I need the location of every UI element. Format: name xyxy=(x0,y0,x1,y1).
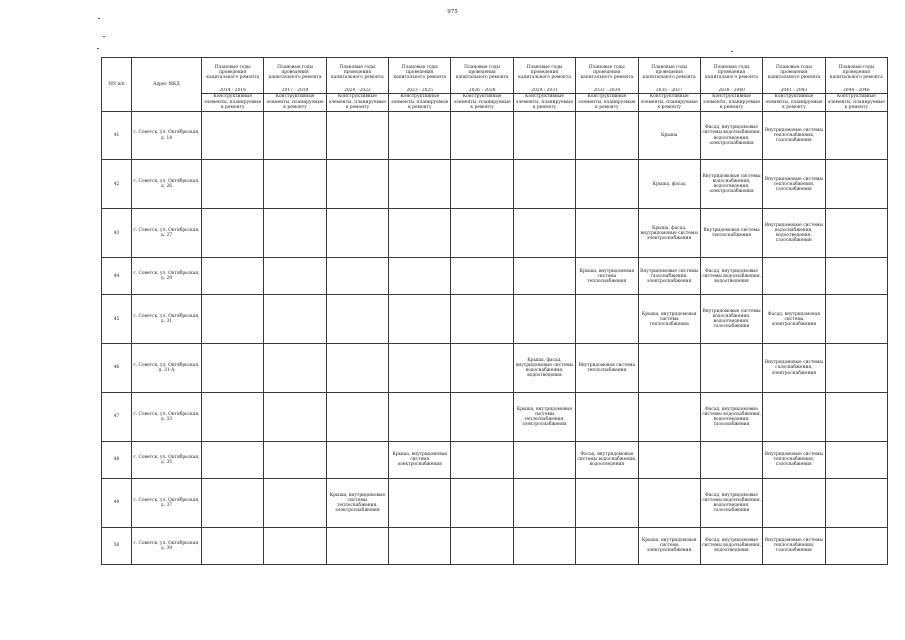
scan-speck xyxy=(97,48,99,49)
table-row xyxy=(102,160,888,209)
repair-cell xyxy=(326,160,388,209)
row-number: 49 xyxy=(102,478,132,527)
header-elements-subtitle: Конструктивные элементы, планируемые к ремонту xyxy=(451,93,513,111)
repair-cell xyxy=(513,527,575,564)
repair-cell xyxy=(202,258,264,295)
repair-cell xyxy=(202,209,264,258)
repair-cell xyxy=(264,209,326,258)
header-period-years: 2020 - 2022 xyxy=(326,88,388,94)
repair-cell xyxy=(825,527,887,564)
scan-speck xyxy=(103,36,105,37)
scan-speck xyxy=(98,18,100,19)
repair-cell xyxy=(638,441,700,478)
header-period-title: Плановые годы проведения капитального ремонта xyxy=(576,58,638,88)
header-elements-subtitle: Конструктивные элементы, планируемые к ремонту xyxy=(700,93,762,111)
repair-cell xyxy=(264,478,326,527)
repair-cell: Крыша, внутридомовая система электроснабжения xyxy=(389,441,451,478)
header-period-years: 2044 - 2046 xyxy=(825,88,887,94)
row-address: г. Советск, ул. Октябрьская, д. 33 xyxy=(132,392,202,441)
row-address: г. Советск, ул. Октябрьская, д. 27 xyxy=(132,209,202,258)
repair-cell xyxy=(451,295,513,344)
table-row xyxy=(102,441,888,478)
row-address: г. Советск, ул. Октябрьская, д. 14 xyxy=(132,111,202,160)
repair-cell xyxy=(264,441,326,478)
table-row xyxy=(102,478,888,527)
repair-cell xyxy=(513,160,575,209)
header-period-years: 2041 - 2043 xyxy=(763,88,825,94)
repair-cell xyxy=(202,478,264,527)
repair-cell xyxy=(513,258,575,295)
header-period-title: Плановые годы проведения капитального ремонта xyxy=(326,58,388,88)
repair-cell: Крыша, внутридомовые системы теплоснабжения, электроснабжения xyxy=(326,478,388,527)
table-row xyxy=(102,295,888,344)
row-number: 47 xyxy=(102,392,132,441)
header-period-years: 2017 - 2019 xyxy=(264,88,326,94)
repair-cell xyxy=(513,295,575,344)
header-elements-subtitle: Конструктивные элементы, планируемые к ремонту xyxy=(389,93,451,111)
repair-cell xyxy=(264,295,326,344)
repair-cell xyxy=(638,344,700,393)
header-period-years: 2026 - 2028 xyxy=(451,88,513,94)
table-row xyxy=(102,392,888,441)
repair-cell xyxy=(513,478,575,527)
repair-cell xyxy=(202,392,264,441)
row-address: г. Советск, ул. Октябрьская, д. 37 xyxy=(132,478,202,527)
header-period-title: Плановые годы проведения капитального ремонта xyxy=(451,58,513,88)
repair-cell: Крыша xyxy=(638,111,700,160)
repair-cell: Крыша, фасад, внутридомовые системы электроснабжения xyxy=(638,209,700,258)
repair-cell xyxy=(202,160,264,209)
repair-cell xyxy=(389,527,451,564)
header-period-years: 2014 - 2016 xyxy=(202,88,264,94)
repair-cell xyxy=(825,344,887,393)
repair-cell xyxy=(451,441,513,478)
repair-cell: Фасад, внутридомовые системы водоснабжения, водоотведения, электроснабжения xyxy=(700,111,762,160)
header-period-title: Плановые годы проведения капитального ремонта xyxy=(638,58,700,88)
repair-cell xyxy=(451,111,513,160)
repair-cell xyxy=(202,111,264,160)
table-row xyxy=(102,111,888,160)
repair-cell xyxy=(202,527,264,564)
header-elements-subtitle: Конструктивные элементы, планируемые к ремонту xyxy=(326,93,388,111)
row-address: г. Советск, ул. Октябрьская, д. 29 xyxy=(132,258,202,295)
row-address: г. Советск, ул. Октябрьская, д. 35 xyxy=(132,441,202,478)
repair-cell: Внутридомовые системы газоснабжения, электроснабжения xyxy=(638,258,700,295)
repair-cell xyxy=(513,111,575,160)
repair-cell xyxy=(763,392,825,441)
repair-cell xyxy=(451,209,513,258)
repair-cell xyxy=(202,344,264,393)
repair-cell xyxy=(825,478,887,527)
repair-cell: Фасад, внутридомовые системы водоснабжения, водоотведения xyxy=(576,441,638,478)
header-elements-subtitle: Конструктивные элементы, планируемые к ремонту xyxy=(202,93,264,111)
repair-cell xyxy=(763,258,825,295)
repair-cell xyxy=(513,209,575,258)
row-address: г. Советск, ул. Октябрьская, д. 26 xyxy=(132,160,202,209)
repair-cell xyxy=(202,295,264,344)
row-address: г. Советск, ул. Октябрьская, д. 31 xyxy=(132,295,202,344)
table-row xyxy=(102,209,888,258)
repair-cell xyxy=(576,527,638,564)
table-row xyxy=(102,527,888,564)
repair-cell xyxy=(389,392,451,441)
header-period-title: Плановые годы проведения капитального ремонта xyxy=(389,58,451,88)
table-row xyxy=(102,344,888,393)
repair-cell xyxy=(389,295,451,344)
repair-cell: Фасад, внутридомовые системы водоснабжения, водоотведения xyxy=(700,527,762,564)
repair-schedule-table xyxy=(101,57,888,565)
row-number: 43 xyxy=(102,209,132,258)
repair-cell xyxy=(451,344,513,393)
header-period-title: Плановые годы проведения капитального ремонта xyxy=(264,58,326,88)
page-number: 975 xyxy=(447,9,458,15)
repair-cell: Внутридомовые системы теплоснабжения, газоснабжения xyxy=(763,111,825,160)
repair-cell xyxy=(264,258,326,295)
header-elements-subtitle: Конструктивные элементы, планируемые к ремонту xyxy=(763,93,825,111)
repair-cell xyxy=(576,392,638,441)
repair-cell xyxy=(576,295,638,344)
repair-cell xyxy=(389,258,451,295)
repair-cell xyxy=(825,209,887,258)
repair-cell xyxy=(700,441,762,478)
header-elements-subtitle: Конструктивные элементы, планируемые к ремонту xyxy=(576,93,638,111)
repair-cell xyxy=(326,295,388,344)
repair-cell: Внутридомовая система теплоснабжения xyxy=(700,209,762,258)
repair-cell xyxy=(825,160,887,209)
header-address: Адрес МКД xyxy=(132,58,202,112)
header-period-years: 2035 - 2037 xyxy=(638,88,700,94)
table-row xyxy=(102,258,888,295)
header-period-years: 2029 - 2031 xyxy=(513,88,575,94)
repair-cell xyxy=(264,160,326,209)
repair-cell xyxy=(638,478,700,527)
repair-cell xyxy=(451,392,513,441)
row-number: 41 xyxy=(102,111,132,160)
repair-cell: Внутридомовая система теплоснабжения xyxy=(576,344,638,393)
repair-cell xyxy=(576,209,638,258)
row-number: 45 xyxy=(102,295,132,344)
repair-cell: Крыша, фасад, внутридомовые системы водоснабжения, водоотведения xyxy=(513,344,575,393)
repair-cell: Внутридомовые системы теплоснабжения, газоснабжения xyxy=(763,441,825,478)
header-row-number: NN п/п xyxy=(102,58,132,112)
header-period-title: Плановые годы проведения капитального ремонта xyxy=(202,58,264,88)
repair-cell xyxy=(825,441,887,478)
repair-cell xyxy=(326,527,388,564)
repair-cell xyxy=(264,527,326,564)
scan-speck xyxy=(731,51,733,52)
repair-cell xyxy=(202,441,264,478)
repair-cell: Крыша, внутридомовая система теплоснабжения xyxy=(576,258,638,295)
repair-cell: Фасад, внутридомовая система электроснабжения xyxy=(763,295,825,344)
repair-cell xyxy=(326,344,388,393)
repair-cell xyxy=(264,392,326,441)
repair-cell: Крыша, внутридомовая система электроснабжения xyxy=(638,527,700,564)
repair-cell xyxy=(763,478,825,527)
repair-cell: Крыша, фасад xyxy=(638,160,700,209)
repair-cell xyxy=(389,344,451,393)
repair-cell xyxy=(576,160,638,209)
repair-cell xyxy=(389,478,451,527)
repair-cell: Внутридомовые системы водоснабжения, водоотведения, электроснабжения xyxy=(700,160,762,209)
repair-cell: Внутридомовые системы теплоснабжения, газоснабжения xyxy=(763,160,825,209)
repair-cell: Внутридомовые системы газоснабжения, электроснабжения xyxy=(763,344,825,393)
repair-cell xyxy=(389,111,451,160)
header-period-title: Плановые годы проведения капитального ремонта xyxy=(825,58,887,88)
repair-cell xyxy=(264,344,326,393)
repair-cell xyxy=(451,160,513,209)
repair-cell xyxy=(576,478,638,527)
repair-cell xyxy=(638,392,700,441)
repair-cell xyxy=(451,527,513,564)
repair-cell xyxy=(513,441,575,478)
repair-cell: Фасад, внутридомовые системы водоснабжения, водоотведения xyxy=(700,258,762,295)
repair-cell xyxy=(825,258,887,295)
repair-cell xyxy=(451,258,513,295)
row-address: г. Советск, ул. Октябрьская, д. 31-А xyxy=(132,344,202,393)
repair-cell xyxy=(825,111,887,160)
header-elements-subtitle: Конструктивные элементы, планируемые к ремонту xyxy=(513,93,575,111)
repair-cell xyxy=(389,160,451,209)
header-elements-subtitle: Конструктивные элементы, планируемые к ремонту xyxy=(638,93,700,111)
repair-cell: Крыша, внутридомовые системы теплоснабжения, электроснабжения xyxy=(513,392,575,441)
header-elements-subtitle: Конструктивные элементы, планируемые к ремонту xyxy=(825,93,887,111)
repair-cell xyxy=(326,392,388,441)
repair-cell: Внутридомовые системы теплоснабжения, газоснабжения xyxy=(763,527,825,564)
header-period-title: Плановые годы проведения капитального ремонта xyxy=(700,58,762,88)
repair-cell: Внутридомовые системы водоснабжения, водоотведения, газоснабжения xyxy=(763,209,825,258)
header-period-title: Плановые годы проведения капитального ремонта xyxy=(763,58,825,88)
row-number: 50 xyxy=(102,527,132,564)
repair-cell: Внутридомовые системы водоснабжения, водоотведения, газоснабжения xyxy=(700,295,762,344)
repair-cell xyxy=(264,111,326,160)
repair-cell xyxy=(389,209,451,258)
row-address: г. Советск, ул. Октябрьская, д. 39 xyxy=(132,527,202,564)
row-number: 46 xyxy=(102,344,132,393)
header-period-title: Плановые годы проведения капитального ремонта xyxy=(513,58,575,88)
header-period-years: 2038 - 2040 xyxy=(700,88,762,94)
repair-cell xyxy=(700,344,762,393)
repair-cell xyxy=(825,392,887,441)
row-number: 48 xyxy=(102,441,132,478)
repair-cell: Крыша, внутридомовая система теплоснабжения xyxy=(638,295,700,344)
repair-cell xyxy=(326,111,388,160)
repair-cell: Фасад, внутридомовые системы водоснабжения, водоотведения, газоснабжения xyxy=(700,478,762,527)
repair-cell xyxy=(326,258,388,295)
row-number: 42 xyxy=(102,160,132,209)
repair-cell xyxy=(326,441,388,478)
repair-cell xyxy=(825,295,887,344)
header-elements-subtitle: Конструктивные элементы, планируемые к ремонту xyxy=(264,93,326,111)
repair-cell: Фасад, внутридомовые системы водоснабжения, водоотведения, газоснабжения xyxy=(700,392,762,441)
repair-cell xyxy=(451,478,513,527)
header-period-years: 2032 - 2034 xyxy=(576,88,638,94)
repair-cell xyxy=(576,111,638,160)
repair-cell xyxy=(326,209,388,258)
header-period-years: 2023 - 2025 xyxy=(389,88,451,94)
row-number: 44 xyxy=(102,258,132,295)
